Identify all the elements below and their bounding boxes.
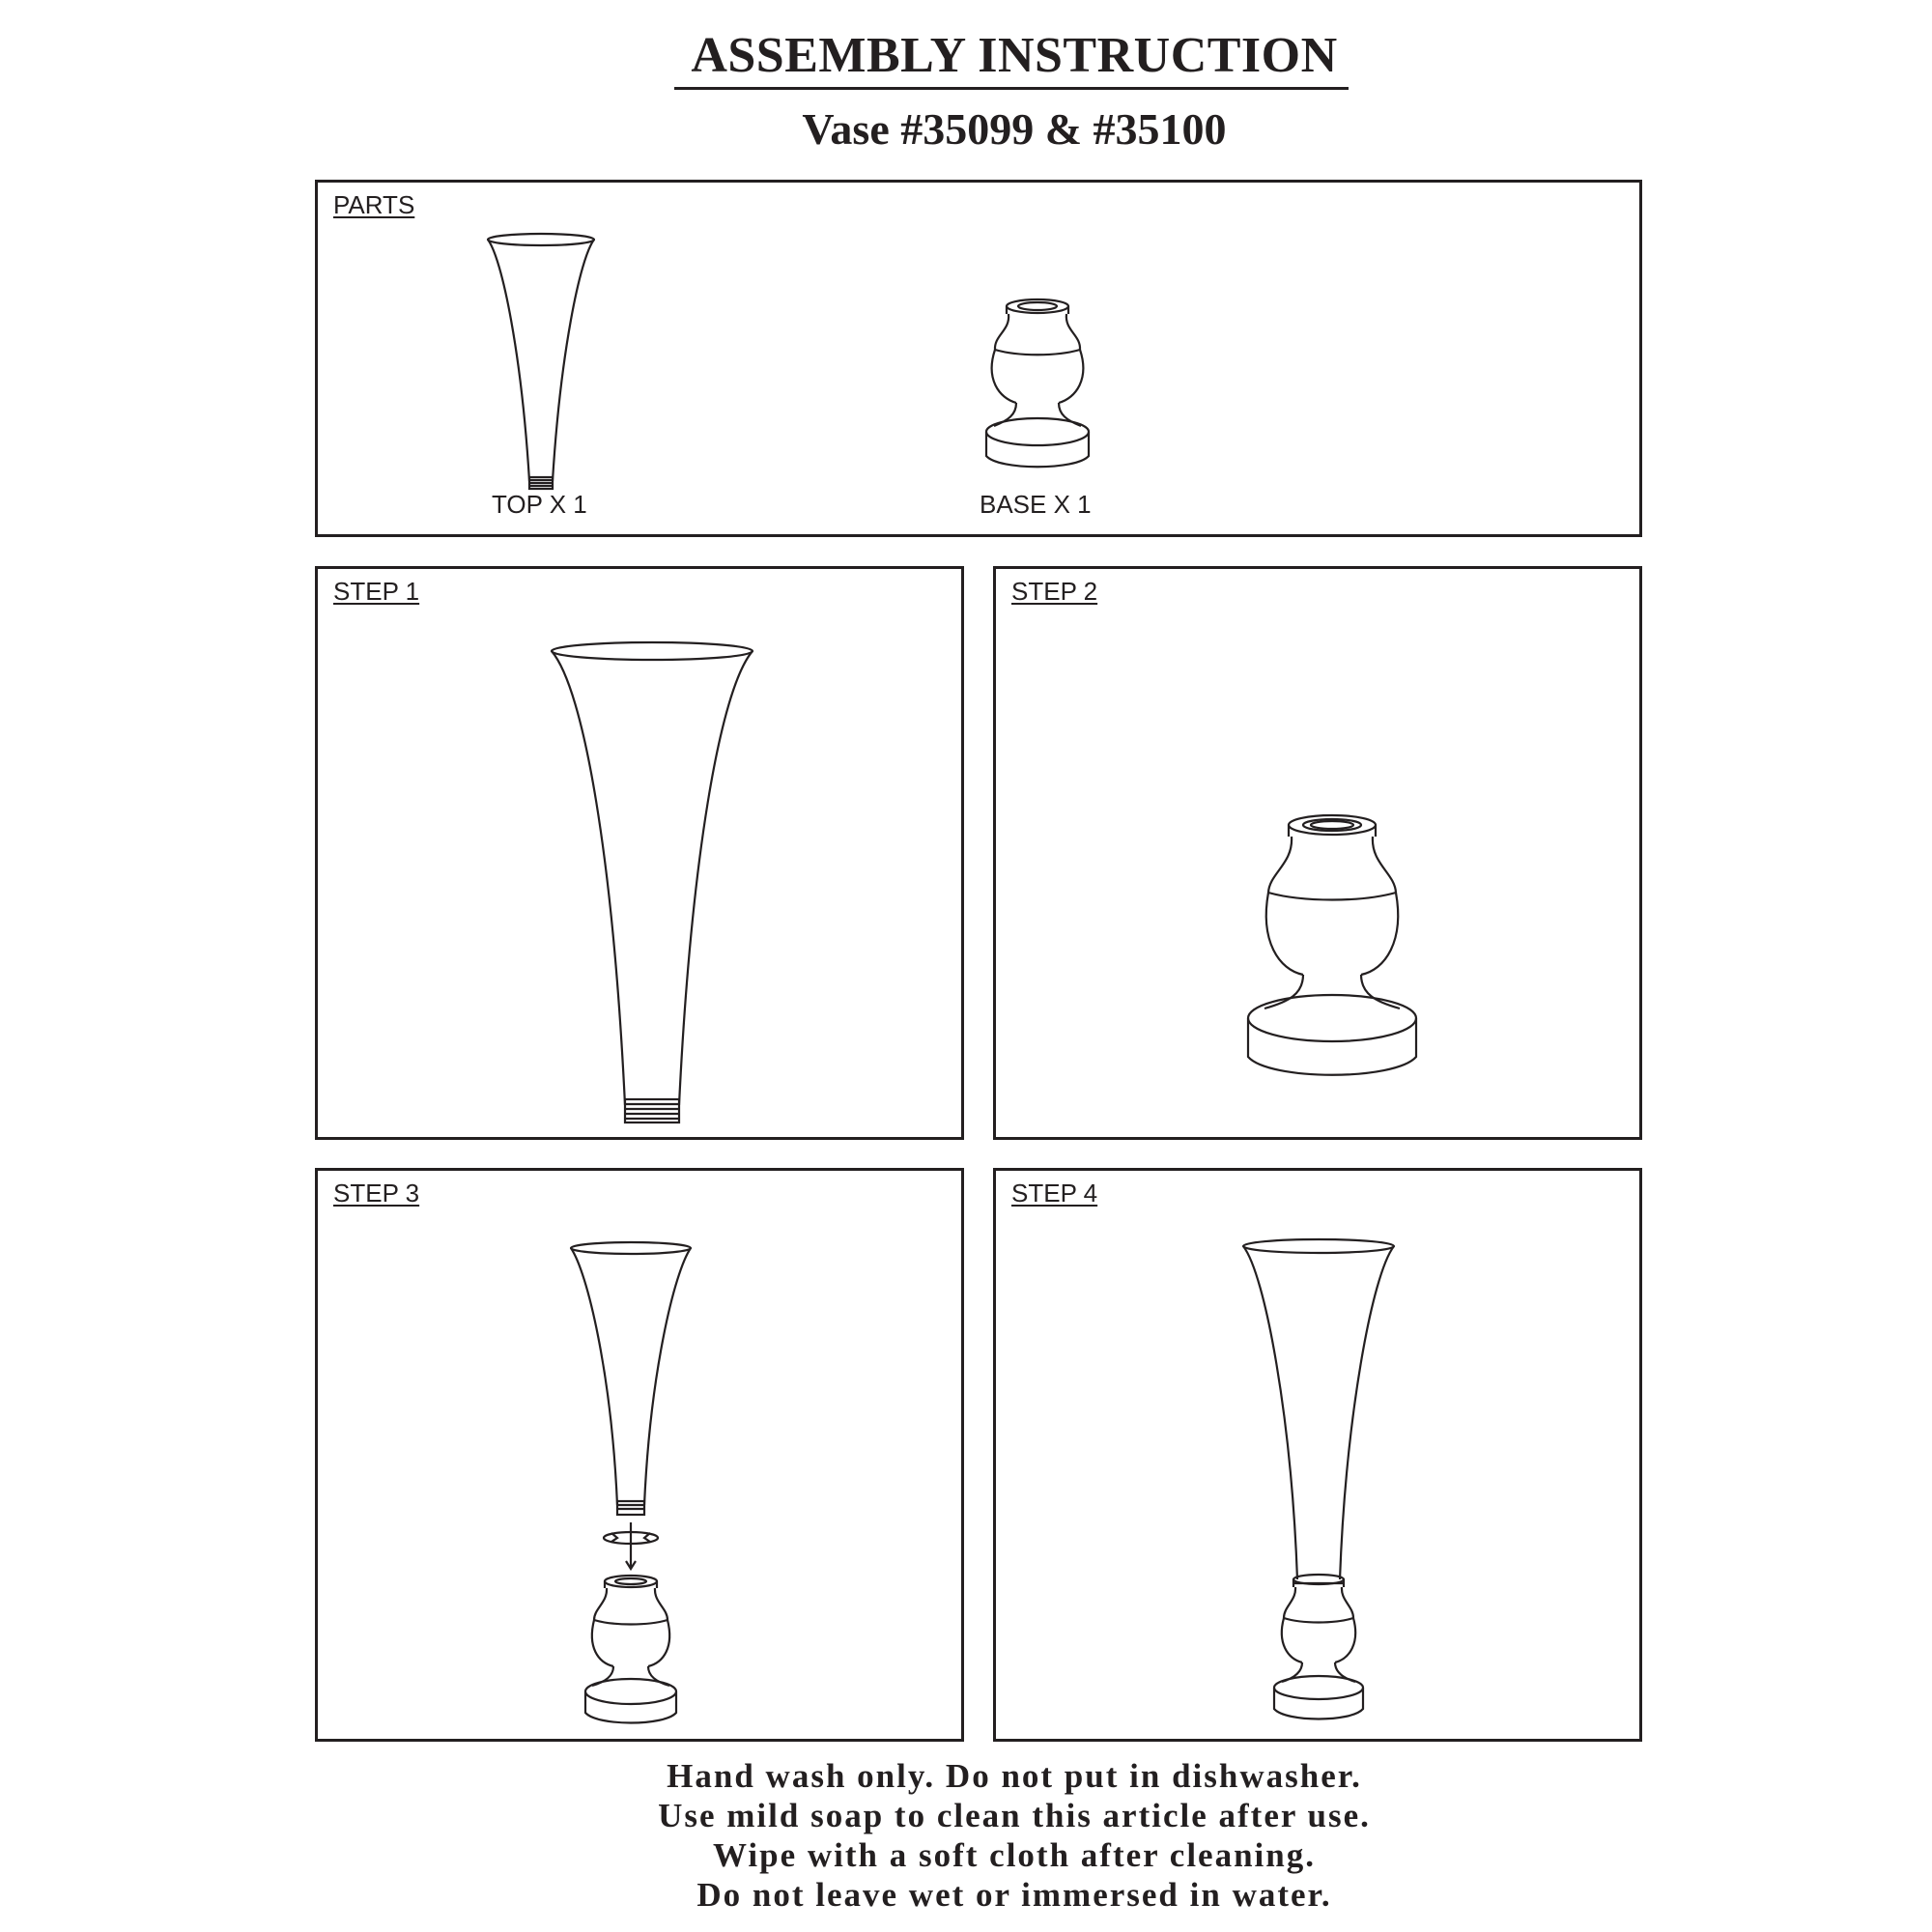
top-part-caption: TOP X 1 — [492, 490, 587, 519]
step-3-panel — [315, 1168, 964, 1742]
step-3-label: STEP 3 — [333, 1179, 420, 1208]
care-line: Do not leave wet or immersed in water. — [696, 1876, 1332, 1914]
page-subtitle: Vase #35099 & #35100 — [802, 104, 1227, 154]
care-instructions — [386, 1756, 1642, 1930]
title-underline — [674, 87, 1349, 90]
page-title: ASSEMBLY INSTRUCTION — [691, 28, 1338, 83]
parts-label: PARTS — [333, 190, 415, 219]
step-1-panel — [315, 566, 964, 1140]
step-1-label: STEP 1 — [333, 577, 420, 606]
vase-top-icon — [318, 569, 967, 1143]
vase-base-icon — [318, 183, 1645, 540]
step-2-label: STEP 2 — [1011, 577, 1098, 606]
assembled-vase-icon — [996, 1171, 1645, 1745]
vase-base-icon — [996, 569, 1645, 1143]
base-part-caption: BASE X 1 — [980, 490, 1092, 519]
care-line: Use mild soap to clean this article after use. — [658, 1797, 1371, 1834]
care-line: Wipe with a soft cloth after cleaning. — [713, 1836, 1316, 1874]
step-2-panel — [993, 566, 1642, 1140]
step-4-label: STEP 4 — [1011, 1179, 1098, 1208]
care-line: Hand wash only. Do not put in dishwasher. — [667, 1757, 1362, 1795]
step-4-panel — [993, 1168, 1642, 1742]
screw-top-onto-base-icon — [318, 1171, 967, 1745]
parts-panel — [315, 180, 1642, 537]
